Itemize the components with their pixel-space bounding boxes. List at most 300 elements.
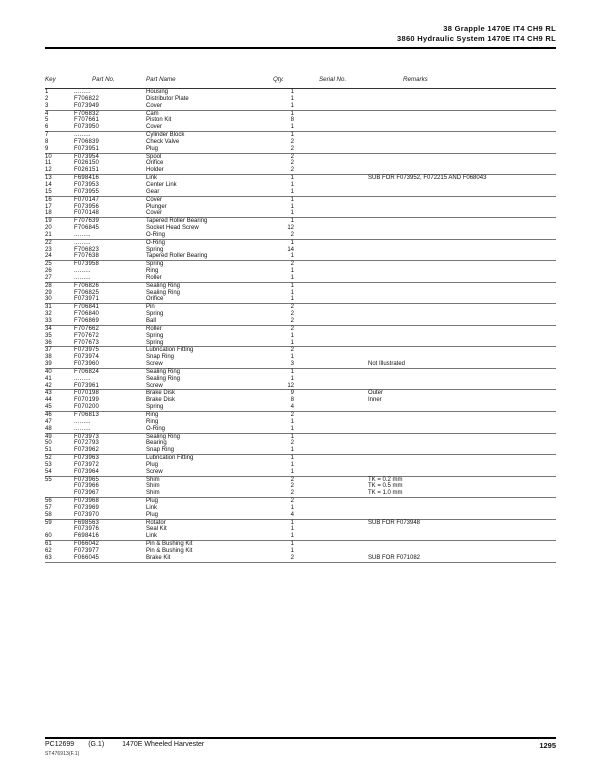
cell-key: 43	[45, 390, 52, 397]
cell-qty: 1	[290, 455, 294, 462]
cell-qty: 1	[290, 210, 294, 217]
cell-part-no: F073954	[74, 153, 100, 160]
row-group	[45, 89, 556, 111]
cell-part-name: Pin & Bushing Kit	[146, 541, 193, 548]
cell-part-name: Brake Kit	[146, 554, 171, 561]
row-group	[45, 218, 556, 240]
table-column-headers	[45, 76, 556, 86]
table-row	[45, 197, 556, 204]
cell-qty: 1	[290, 368, 294, 375]
cell-key: 42	[45, 382, 52, 389]
cell-qty: 2	[290, 160, 294, 167]
column-header-serial-no: Serial No.	[319, 76, 347, 83]
cell-qty: 2	[290, 483, 294, 490]
cell-part-name: Brake Disk	[146, 390, 176, 397]
cell-part-no: F707662	[74, 325, 100, 332]
cell-key: 46	[45, 411, 52, 418]
cell-part-name: Ring	[146, 418, 159, 425]
cell-part-name: Plug	[146, 145, 159, 152]
cell-part-no: F070198	[74, 390, 100, 397]
cell-part-name: Spring	[146, 261, 164, 268]
cell-qty: 1	[290, 541, 294, 548]
table-row	[45, 369, 556, 376]
cell-qty: 1	[290, 188, 294, 195]
cell-qty: 12	[287, 225, 294, 232]
table-row	[45, 376, 556, 383]
column-header-remarks: Remarks	[403, 76, 428, 83]
table-row	[45, 96, 556, 103]
table-row	[45, 117, 556, 124]
cell-key: 51	[45, 447, 52, 454]
table-row	[45, 477, 556, 484]
cell-key: 14	[45, 181, 52, 188]
cell-remarks: SUB FOR F071082	[368, 554, 421, 561]
cell-qty: 1	[290, 354, 294, 361]
cell-key: 3	[45, 102, 49, 109]
cell-key: 34	[45, 325, 52, 332]
cell-qty: 1	[290, 526, 294, 533]
cell-part-name: Pin & Bushing Kit	[146, 548, 193, 554]
table-row	[45, 361, 556, 368]
cell-key: 10	[45, 153, 52, 160]
cell-part-no: F698563	[74, 519, 100, 526]
cell-key: 2	[45, 95, 49, 102]
row-group	[45, 520, 556, 542]
row-group	[45, 477, 556, 499]
cell-part-name: Seal Kit	[146, 526, 167, 533]
cell-part-no: F073963	[74, 455, 100, 462]
cell-qty: 9	[290, 390, 294, 397]
cell-qty: 2	[290, 476, 294, 483]
table-row	[45, 182, 556, 189]
cell-key: 17	[45, 203, 52, 210]
cell-part-no: F706841	[74, 304, 100, 311]
cell-qty: 1	[290, 282, 294, 289]
cell-part-no: F073955	[74, 188, 100, 195]
table-row	[45, 390, 556, 397]
cell-part-no: F707673	[74, 339, 100, 346]
cell-key: 62	[45, 548, 52, 554]
table-row	[45, 354, 556, 361]
cell-key: 11	[45, 160, 52, 167]
cell-part-no: .........	[74, 239, 91, 246]
cell-part-no: F070199	[74, 397, 100, 404]
cell-qty: 2	[290, 304, 294, 311]
cell-remarks: Not Illustrated	[368, 361, 406, 368]
cell-part-no: F073967	[74, 490, 100, 497]
cell-key: 35	[45, 332, 52, 339]
cell-qty: 1	[290, 239, 294, 246]
cell-key: 52	[45, 455, 52, 462]
cell-qty: 1	[290, 332, 294, 339]
row-group	[45, 455, 556, 477]
cell-part-name: Plug	[146, 461, 159, 468]
cell-part-no: F066042	[74, 541, 100, 548]
cell-key: 30	[45, 296, 52, 303]
cell-part-no: F073961	[74, 382, 100, 389]
table-row	[45, 426, 556, 433]
cell-part-name: Tapered Roller Bearing	[146, 218, 208, 225]
cell-part-name: Sealing Ring	[146, 289, 181, 296]
footer-model-name: 1470E Wheeled Harvester	[122, 741, 205, 748]
cell-part-name: Link	[146, 533, 158, 540]
cell-qty: 2	[290, 231, 294, 238]
row-group	[45, 261, 556, 283]
cell-qty: 1	[290, 433, 294, 440]
cell-part-name: Check Valve	[146, 138, 180, 145]
table-row	[45, 296, 556, 303]
table-row	[45, 548, 556, 555]
cell-key: 61	[45, 541, 52, 548]
cell-part-name: Sealing Ring	[146, 282, 181, 289]
cell-key: 21	[45, 231, 52, 238]
cell-part-name: Piston Kit	[146, 117, 172, 124]
cell-key: 39	[45, 361, 52, 368]
header-subsection-title: 3860 Hydraulic System 1470E IT4 CH9 RL	[397, 34, 556, 43]
cell-part-name: Pin	[146, 304, 155, 311]
table-row	[45, 541, 556, 548]
table-row	[45, 290, 556, 297]
table-row	[45, 383, 556, 390]
cell-part-no: .........	[74, 425, 91, 432]
cell-qty: 1	[290, 519, 294, 526]
cell-key: 63	[45, 554, 52, 561]
cell-key: 25	[45, 261, 52, 268]
row-group	[45, 197, 556, 219]
cell-key: 33	[45, 318, 52, 324]
table-row	[45, 462, 556, 469]
cell-remarks: TK = 0.5 mm	[368, 483, 403, 490]
cell-part-no: F073974	[74, 354, 100, 361]
row-group	[45, 434, 556, 456]
table-row	[45, 124, 556, 131]
cell-qty: 1	[290, 274, 294, 281]
cell-part-no: F073964	[74, 468, 100, 475]
table-row	[45, 139, 556, 146]
cell-part-name: Orifice	[146, 296, 164, 303]
cell-key: 56	[45, 498, 52, 505]
cell-part-name: Sealing Ring	[146, 375, 181, 382]
cell-qty: 14	[287, 246, 294, 253]
cell-qty: 2	[290, 554, 294, 561]
footer-page-number: 1295	[539, 741, 556, 750]
cell-part-no: .........	[74, 89, 91, 95]
table-row	[45, 419, 556, 426]
cell-remarks: TK = 0.2 mm	[368, 476, 403, 483]
table-row	[45, 340, 556, 347]
cell-part-name: Shim	[146, 490, 160, 497]
cell-part-name: Cam	[146, 110, 159, 117]
cell-key: 24	[45, 253, 52, 260]
cell-part-no: .........	[74, 268, 91, 275]
cell-qty: 1	[290, 533, 294, 540]
cell-key: 36	[45, 339, 52, 346]
cell-key: 58	[45, 511, 52, 518]
cell-qty: 12	[287, 382, 294, 389]
cell-part-name: O-Ring	[146, 231, 166, 238]
column-header-part-no: Part No.	[92, 76, 115, 83]
cell-qty: 1	[290, 218, 294, 225]
cell-qty: 1	[290, 89, 294, 95]
table-row	[45, 175, 556, 182]
column-header-qty: Qty.	[273, 76, 284, 83]
table-row	[45, 498, 556, 505]
cell-key: 40	[45, 368, 52, 375]
cell-part-name: Housing	[146, 89, 169, 95]
cell-part-name: Spring	[146, 246, 164, 253]
cell-qty: 1	[290, 548, 294, 554]
cell-part-no: F073969	[74, 504, 100, 511]
table-row	[45, 160, 556, 167]
cell-key: 48	[45, 425, 52, 432]
cell-key: 8	[45, 138, 49, 145]
row-group	[45, 326, 556, 348]
cell-key: 55	[45, 476, 52, 483]
cell-qty: 1	[290, 447, 294, 454]
cell-part-no: F073949	[74, 102, 100, 109]
page-footer	[45, 741, 556, 748]
table-row	[45, 189, 556, 196]
cell-part-name: Brake Disk	[146, 397, 176, 404]
cell-key: 19	[45, 218, 52, 225]
table-row	[45, 455, 556, 462]
cell-part-name: Sealing Ring	[146, 368, 181, 375]
table-row	[45, 218, 556, 225]
cell-qty: 1	[290, 110, 294, 117]
row-group	[45, 369, 556, 391]
cell-part-no: F073966	[74, 483, 100, 490]
cell-key: 49	[45, 433, 52, 440]
footer-sub-reference: ST476913(F.1)	[45, 751, 80, 757]
cell-part-no: F707661	[74, 117, 100, 124]
table-row	[45, 225, 556, 232]
cell-part-no: F073958	[74, 261, 100, 268]
table-row	[45, 154, 556, 161]
cell-part-no: F707639	[74, 218, 100, 225]
cell-part-no: F072793	[74, 440, 100, 447]
cell-part-no: .........	[74, 132, 91, 139]
table-row	[45, 490, 556, 497]
cell-part-name: Tapered Roller Bearing	[146, 253, 208, 260]
cell-part-no: F706822	[74, 95, 100, 102]
cell-part-no: F073962	[74, 447, 100, 454]
cell-part-no: .........	[74, 375, 91, 382]
cell-part-no: F070148	[74, 210, 100, 217]
cell-part-name: Lubrication Fitting	[146, 347, 194, 354]
row-group	[45, 154, 556, 176]
cell-part-name: O-Ring	[146, 425, 166, 432]
cell-part-no: F073965	[74, 476, 100, 483]
cell-key: 45	[45, 404, 52, 411]
cell-part-no: .........	[74, 274, 91, 281]
cell-qty: 2	[290, 498, 294, 505]
cell-part-no: F073968	[74, 498, 100, 505]
cell-part-name: Cover	[146, 124, 163, 131]
cell-part-name: Center Link	[146, 181, 177, 188]
cell-part-name: Socket Head Screw	[146, 225, 199, 232]
table-row	[45, 247, 556, 254]
table-row	[45, 520, 556, 527]
cell-qty: 3	[290, 361, 294, 368]
cell-key: 27	[45, 274, 52, 281]
row-group	[45, 175, 556, 197]
cell-part-no: F073951	[74, 145, 100, 152]
cell-part-no: .........	[74, 231, 91, 238]
cell-qty: 4	[290, 511, 294, 518]
cell-key: 20	[45, 225, 52, 232]
cell-key: 22	[45, 239, 52, 246]
page-header	[45, 24, 556, 44]
table-row	[45, 505, 556, 512]
cell-part-name: Roller	[146, 325, 162, 332]
table-row	[45, 440, 556, 447]
cell-part-name: Cover	[146, 196, 163, 203]
cell-part-name: Shim	[146, 483, 160, 490]
table-row	[45, 526, 556, 533]
cell-part-no: F026150	[74, 160, 100, 167]
table-row	[45, 512, 556, 519]
cell-part-name: Plug	[146, 498, 159, 505]
cell-qty: 1	[290, 461, 294, 468]
cell-part-name: Spring	[146, 311, 164, 318]
table-row	[45, 311, 556, 318]
cell-qty: 2	[290, 411, 294, 418]
cell-part-no: F707638	[74, 253, 100, 260]
table-row	[45, 333, 556, 340]
cell-part-name: Roller	[146, 274, 162, 281]
cell-remarks: TK = 1.0 mm	[368, 490, 403, 497]
cell-qty: 1	[290, 203, 294, 210]
cell-part-name: Spring	[146, 332, 164, 339]
table-row	[45, 111, 556, 118]
cell-part-no: F066045	[74, 554, 100, 561]
cell-key: 1	[45, 89, 49, 95]
cell-part-name: Plunger	[146, 203, 167, 210]
cell-key: 47	[45, 418, 52, 425]
cell-key: 44	[45, 397, 52, 404]
table-row	[45, 204, 556, 211]
cell-part-no: F073960	[74, 361, 100, 368]
cell-key: 9	[45, 145, 49, 152]
cell-part-name: Spring	[146, 404, 164, 411]
cell-part-name: O-Ring	[146, 239, 166, 246]
cell-part-name: Screw	[146, 468, 163, 475]
cell-key: 29	[45, 289, 52, 296]
cell-part-no: F073976	[74, 526, 100, 533]
cell-key: 18	[45, 210, 52, 217]
cell-qty: 1	[290, 102, 294, 109]
cell-part-name: Ring	[146, 268, 159, 275]
cell-part-no: F698416	[74, 175, 100, 182]
cell-qty: 8	[290, 397, 294, 404]
table-row	[45, 318, 556, 325]
cell-key: 4	[45, 110, 49, 117]
table-row	[45, 397, 556, 404]
header-rule	[45, 47, 556, 49]
cell-part-no: F706845	[74, 225, 100, 232]
table-row	[45, 404, 556, 411]
cell-part-name: Orifice	[146, 160, 164, 167]
row-group	[45, 390, 556, 412]
row-group	[45, 412, 556, 434]
cell-part-name: Shim	[146, 476, 160, 483]
cell-qty: 1	[290, 425, 294, 432]
cell-qty: 1	[290, 289, 294, 296]
cell-part-no: F706824	[74, 368, 100, 375]
column-header-part-name: Part Name	[146, 76, 176, 83]
table-row	[45, 253, 556, 260]
cell-part-no: F073953	[74, 181, 100, 188]
cell-part-no: F073970	[74, 511, 100, 518]
cell-qty: 1	[290, 468, 294, 475]
cell-qty: 1	[290, 175, 294, 182]
cell-part-no: F073973	[74, 433, 100, 440]
table-row	[45, 240, 556, 247]
cell-part-name: Screw	[146, 361, 163, 368]
table-row	[45, 232, 556, 239]
table-row	[45, 261, 556, 268]
cell-part-no: F706840	[74, 311, 100, 318]
cell-qty: 1	[290, 196, 294, 203]
cell-part-name: Link	[146, 504, 158, 511]
cell-key: 5	[45, 117, 49, 124]
cell-part-name: Gear	[146, 188, 160, 195]
cell-key: 60	[45, 533, 52, 540]
cell-qty: 2	[290, 145, 294, 152]
table-row	[45, 304, 556, 311]
cell-qty: 8	[290, 117, 294, 124]
cell-part-name: Link	[146, 175, 158, 182]
cell-key: 26	[45, 268, 52, 275]
cell-part-no: F706839	[74, 138, 100, 145]
cell-key: 13	[45, 175, 52, 182]
cell-part-name: Cylinder Block	[146, 132, 185, 139]
cell-key: 23	[45, 246, 52, 253]
cell-part-name: Snap Ring	[146, 354, 175, 361]
cell-qty: 1	[290, 124, 294, 131]
cell-part-no: F070200	[74, 404, 100, 411]
cell-part-no: F698416	[74, 533, 100, 540]
table-row	[45, 469, 556, 476]
cell-qty: 2	[290, 325, 294, 332]
cell-remarks: Inner	[368, 397, 382, 404]
cell-qty: 1	[290, 95, 294, 102]
row-group	[45, 240, 556, 262]
cell-part-no: F073977	[74, 548, 100, 554]
cell-part-name: Plug	[146, 511, 159, 518]
cell-qty: 1	[290, 339, 294, 346]
table-row	[45, 146, 556, 153]
cell-key: 12	[45, 167, 52, 174]
cell-key: 16	[45, 196, 52, 203]
cell-part-no: F070147	[74, 196, 100, 203]
row-group	[45, 347, 556, 369]
cell-part-name: Distributor Plate	[146, 95, 189, 102]
cell-qty: 1	[290, 296, 294, 303]
cell-part-name: Screw	[146, 382, 163, 389]
cell-part-name: Lubrication Fitting	[146, 455, 194, 462]
table-row	[45, 167, 556, 174]
cell-key: 15	[45, 188, 52, 195]
table-row	[45, 483, 556, 490]
cell-qty: 1	[290, 504, 294, 511]
cell-key: 28	[45, 282, 52, 289]
row-group	[45, 283, 556, 305]
row-group	[45, 304, 556, 326]
cell-qty: 1	[290, 268, 294, 275]
cell-key: 32	[45, 311, 52, 318]
cell-part-name: Ball	[146, 318, 157, 324]
